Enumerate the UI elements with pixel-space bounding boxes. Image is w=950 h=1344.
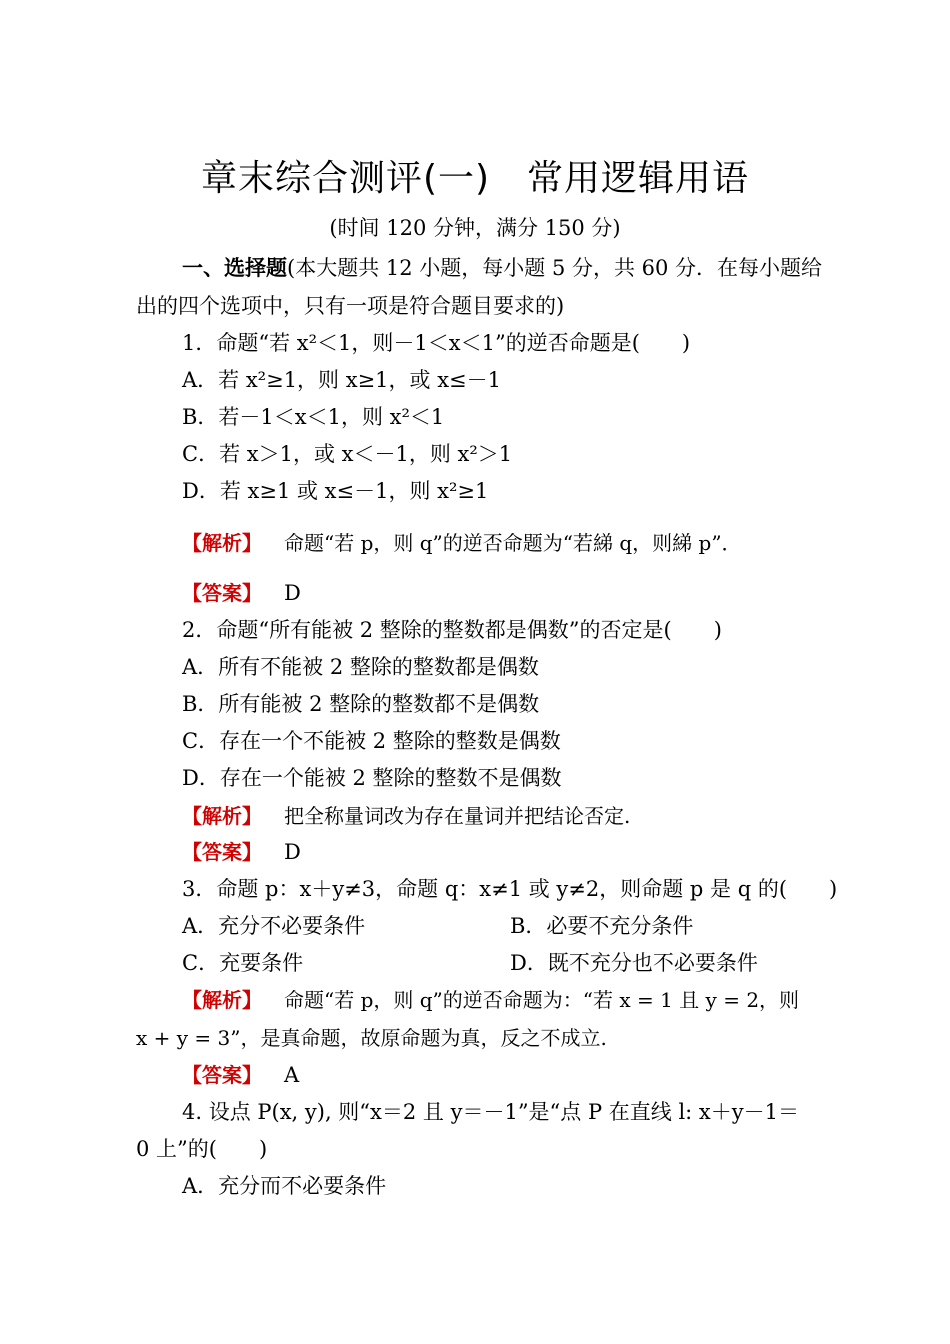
q3-analysis — [182, 990, 799, 1011]
q4-stem-1: 4. 设点 P(x, y), 则“x＝2 且 y＝－1”是“点 P 在直线 l: x＋y－1＝ — [182, 1100, 799, 1124]
q3-answer — [182, 1065, 299, 1086]
q1-option-a: A．若 x²≥1，则 x≥1，或 x≤－1 — [182, 368, 502, 392]
q3-option-c: C．充要条件 — [182, 951, 304, 975]
q1-analysis — [182, 533, 742, 554]
q2-answer-value: D — [284, 840, 301, 864]
q2-option-b: B．所有能被 2 整除的整数都不是偶数 — [182, 692, 540, 716]
q2-option-d: D．存在一个能被 2 整除的整数不是偶数 — [182, 766, 562, 790]
q2-stem: 2．命题“所有能被 2 整除的整数都是偶数”的否定是( ) — [182, 618, 722, 642]
analysis-tag: 【解析】 — [182, 988, 262, 1012]
section-instruction-1: (本大题共 12 小题，每小题 5 分，共 60 分．在每小题给 — [287, 256, 823, 280]
analysis-tag: 【解析】 — [182, 804, 262, 828]
q3-answer-value: A — [284, 1063, 300, 1087]
q3-option-b: B．必要不充分条件 — [510, 914, 694, 938]
q1-option-d: D．若 x≥1 或 x≤－1，则 x²≥1 — [182, 479, 489, 503]
q4-stem-2: 0 上”的( ) — [136, 1137, 268, 1161]
section-intro — [182, 258, 822, 279]
q4-option-a: A．充分而不必要条件 — [182, 1174, 387, 1198]
q3-analysis-text-2: x + y = 3”，是真命题，故原命题为真，反之不成立. — [136, 1026, 607, 1050]
q3-analysis-text-1: 命题“若 p，则 q”的逆否命题为：“若 x = 1 且 y = 2，则 — [284, 988, 800, 1012]
exam-info: (时间 120 分钟，满分 150 分) — [329, 216, 621, 240]
q3-option-a: A．充分不必要条件 — [182, 914, 366, 938]
q2-option-c: C．存在一个不能被 2 整除的整数是偶数 — [182, 729, 561, 753]
q1-answer-value: D — [284, 581, 301, 605]
page-title: 章末综合测评(一) 常用逻辑用语 — [200, 158, 750, 199]
q1-option-b: B．若－1＜x＜1，则 x²＜1 — [182, 405, 445, 429]
analysis-tag: 【解析】 — [182, 531, 262, 555]
answer-tag: 【答案】 — [182, 840, 262, 864]
answer-tag: 【答案】 — [182, 581, 262, 605]
q1-analysis-text: 命题“若 p，则 q”的逆否命题为“若綈 q，则綈 p”． — [284, 531, 742, 555]
q3-stem: 3．命题 p：x＋y≠3，命题 q：x≠1 或 y≠2，则命题 p 是 q 的( ) — [182, 877, 838, 901]
q2-answer — [182, 842, 301, 863]
q2-analysis-text: 把全称量词改为存在量词并把结论否定. — [284, 804, 631, 828]
q2-analysis — [182, 806, 630, 827]
answer-tag: 【答案】 — [182, 1063, 262, 1087]
q1-stem: 1．命题“若 x²＜1，则－1＜x＜1”的逆否命题是( ) — [182, 331, 691, 355]
q3-option-d: D．既不充分也不必要条件 — [510, 951, 758, 975]
section-heading: 一、选择题 — [182, 256, 287, 280]
q1-option-c: C．若 x＞1，或 x＜－1，则 x²＞1 — [182, 442, 513, 466]
q2-option-a: A．所有不能被 2 整除的整数都是偶数 — [182, 655, 539, 679]
section-instruction-2: 出的四个选项中，只有一项是符合题目要求的) — [136, 294, 565, 318]
q1-answer — [182, 583, 301, 604]
